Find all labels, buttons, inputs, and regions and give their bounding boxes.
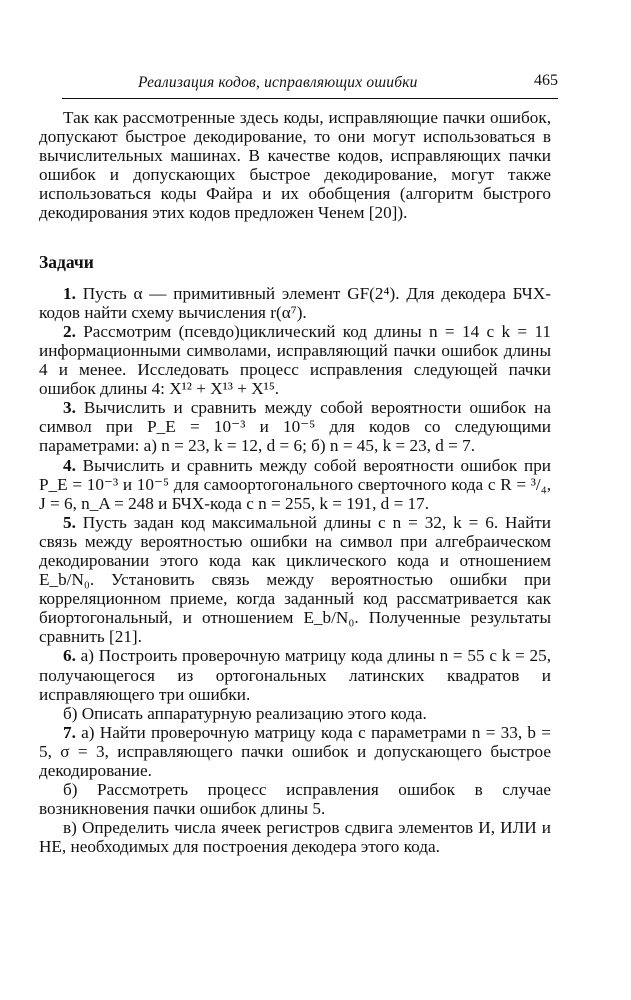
page-header <box>62 72 558 99</box>
problem-text: Пусть задан код максимальной длины с n = 32, k = 6. Найти связь между вероятностью ошибки на символ при алгебраическом декодировании этого кода как циклического кода и отношением E_b/N₀. Установить связь между вероятностью ошибки при корреляционном приеме, когда заданный код рассматривается как биортогональный, и отношением E_b/N₀. Полученные результаты сравнить [21]. <box>39 512 551 647</box>
page-number: 465 <box>534 72 558 89</box>
problem-text: а) Построить проверочную матрицу кода длины n = 55 с k = 25, получающегося из ортогональных латинских квадратов и исправляющего три ошибки. <box>39 646 551 704</box>
problem-number: 5. <box>63 512 76 532</box>
problem-6b <box>39 704 551 723</box>
problem-number: 7. <box>63 722 76 742</box>
problem-text: в) Определить числа ячеек регистров сдвига элементов И, ИЛИ и НЕ, необходимых для построения декодера этого кода. <box>39 818 551 857</box>
intro-paragraph: Так как рассмотренные здесь коды, исправляющие пачки ошибок, допускают быстрое декодирование, то они могут использоваться в вычислительных машинах. В качестве кодов, исправляющих пачки ошибок и допускающих быстрое декодирование, могут также использоваться коды Файра и их обобщения (алгоритм быстрого декодирования этих кодов предложен Ченем [20]). <box>39 108 551 223</box>
problem-3 <box>39 398 551 455</box>
problem-6a <box>39 646 551 703</box>
problem-number: 4. <box>63 455 76 475</box>
problem-5 <box>39 513 551 647</box>
problem-number: 1. <box>63 283 76 303</box>
problem-2 <box>39 322 551 398</box>
problem-text: Вычислить и сравнить между собой вероятности ошибок на символ при P_E = 10⁻³ и 10⁻⁵ для кодов со следующими параметрами: а) n = 23, k = 12, d = 6; б) n = 45, k = 23, d = 7. <box>39 398 551 456</box>
page-body <box>39 108 551 856</box>
problem-number: 2. <box>63 321 76 341</box>
problem-number: 6. <box>63 646 76 666</box>
problem-text: Пусть α — примитивный элемент GF(2⁴). Для декодера БЧХ-кодов найти схему вычисления r(α⁷). <box>39 283 551 322</box>
section-heading: Задачи <box>39 251 94 272</box>
problem-7c <box>39 818 551 856</box>
problem-7a <box>39 723 551 780</box>
problem-text: б) Рассмотреть процесс исправления ошибок в случае возникновения пачки ошибок длины 5. <box>39 780 551 819</box>
problem-7b <box>39 780 551 818</box>
problem-text: б) Описать аппаратурную реализацию этого кода. <box>63 703 427 723</box>
problem-1 <box>39 284 551 322</box>
running-title: Реализация кодов, исправляющих ошибки <box>138 74 418 91</box>
problem-text: Рассмотрим (псевдо)циклический код длины n = 14 с k = 11 информационными символами, исправляющий пачки ошибок длины 4 и менее. Исследовать процесс исправления следующей пачки ошибок длины 4: X¹² + X¹³ + X¹⁵. <box>39 321 551 399</box>
problem-4 <box>39 456 551 513</box>
problem-text: а) Найти проверочную матрицу кода с параметрами n = 33, b = 5, σ = 3, исправляющего пачки ошибок и допускающего быстрое декодирование. <box>39 722 551 780</box>
problem-text: Вычислить и сравнить между собой вероятности ошибок при P_E = 10⁻³ и 10⁻⁵ для самоортогонального сверточного кода с R = ³/₄, J = 6, n_A = 248 и БЧХ-кода с n = 255, k = 191, d = 17. <box>39 455 551 513</box>
problem-number: 3. <box>63 398 76 418</box>
